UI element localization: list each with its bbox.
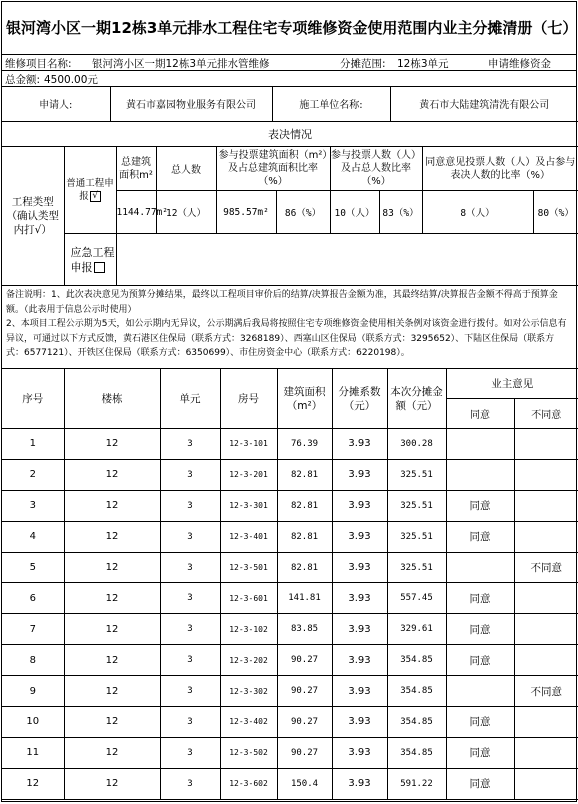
normal-project-label: 普通工程申报 [66,178,114,202]
row-room: 12-3-601 [220,583,277,614]
row-area: 82.81 [277,459,332,490]
row-disagree: 不同意 [514,676,578,707]
row-room: 12-3-202 [220,645,277,676]
row-unit: 3 [160,521,220,552]
row-unit: 3 [160,645,220,676]
normal-project-checkbox[interactable]: √ [90,191,101,202]
table-row [2,645,578,676]
row-area: 76.39 [277,429,332,460]
row-factor: 3.93 [332,645,387,676]
row-area: 150.4 [277,768,332,799]
row-amount: 557.45 [387,583,446,614]
total-area-value: 1144.77m² [116,191,156,234]
row-seq: 9 [2,676,64,707]
row-seq: 11 [2,737,64,768]
scope-value: 12栋3单元 [397,58,449,70]
row-seq: 7 [2,614,64,645]
row-amount: 354.85 [387,676,446,707]
row-unit: 3 [160,583,220,614]
row-room: 12-3-102 [220,614,277,645]
row-building: 12 [64,459,160,490]
row-area: 83.85 [277,614,332,645]
row-room: 12-3-101 [220,429,277,460]
row-room: 12-3-602 [220,768,277,799]
row-factor: 3.93 [332,429,387,460]
row-agree: 同意 [446,707,514,738]
agree-pct: 80（%） [533,191,578,234]
row-room: 12-3-302 [220,676,277,707]
table-row [2,490,578,521]
normal-project-cell [64,147,116,234]
row-amount: 325.51 [387,459,446,490]
row-seq: 1 [2,429,64,460]
row-factor: 3.93 [332,552,387,583]
area-header: 建筑面积（m²） [277,369,332,429]
building-header: 楼栋 [64,369,160,429]
table-row [2,459,578,490]
row-amount: 300.28 [387,429,446,460]
row-seq: 10 [2,707,64,738]
total-people-value: 12（人） [156,191,216,234]
row-agree: 同意 [446,614,514,645]
row-disagree [514,645,578,676]
vote-table [2,121,578,286]
row-amount: 325.51 [387,552,446,583]
row-seq: 4 [2,521,64,552]
row-unit: 3 [160,459,220,490]
page-title: 银河湾小区一期12栋3单元排水工程住宅专项维修资金使用范围内业主分摊清册（七） [2,2,576,55]
row-unit: 3 [160,676,220,707]
document-page [1,1,577,802]
row-building: 12 [64,429,160,460]
row-seq: 12 [2,768,64,799]
vote-area-pct: 86（%） [276,191,330,234]
row-building: 12 [64,583,160,614]
notes-block [2,285,576,369]
row-agree [446,459,514,490]
row-amount: 354.85 [387,645,446,676]
table-row [2,676,578,707]
owner-rows [2,429,578,800]
row-building: 12 [64,552,160,583]
row-area: 82.81 [277,552,332,583]
row-amount: 325.51 [387,521,446,552]
row-seq: 5 [2,552,64,583]
seq-header: 序号 [2,369,64,429]
row-area: 82.81 [277,490,332,521]
row-agree: 同意 [446,521,514,552]
factor-header: 分摊系数（元） [332,369,387,429]
row-disagree [514,768,578,799]
total-value: 4500.00元 [44,74,98,86]
table-row [2,583,578,614]
emergency-project-cell [64,234,116,286]
agree-header: 同意 [446,399,514,429]
project-type-label: 工程类型（确认类型内打√） [2,147,64,286]
row-agree [446,552,514,583]
note-line-2: 2、本项目工程公示期为5天，如公示期内无异议，公示期满后我局将按照住宅专项维修资金使用相关条例对该资金进行拨付。如对公示信息有异议，可通过以下方式反馈，黄石港区住保局（联系方式：3268189）、西塞山区住保局（联系方式：3295652）、下陆区住保局（联系方式：6577121）、开铁区住保局（联系方式：6350699）、市住房资金中心（联系方式：6220198）。 [6,319,567,358]
vote-section-title: 表决情况 [2,122,578,147]
emergency-blank [116,234,578,286]
row-amount: 591.22 [387,768,446,799]
row-factor: 3.93 [332,676,387,707]
row-building: 12 [64,521,160,552]
table-row [2,707,578,738]
row-area: 90.27 [277,707,332,738]
row-unit: 3 [160,552,220,583]
table-row [2,768,578,799]
vote-people-value: 10（人） [330,191,379,234]
row-area: 90.27 [277,645,332,676]
emergency-project-checkbox[interactable] [94,262,105,273]
owner-allocation-table [2,368,578,800]
row-building: 12 [64,737,160,768]
row-unit: 3 [160,490,220,521]
contractor-value: 黄石市大陆建筑清洗有限公司 [390,87,578,121]
row-amount: 354.85 [387,707,446,738]
row-amount: 329.61 [387,614,446,645]
row-area: 90.27 [277,737,332,768]
row-factor: 3.93 [332,490,387,521]
table-row [2,429,578,460]
row-agree: 同意 [446,490,514,521]
row-disagree [514,490,578,521]
project-name-label: 维修项目名称: [5,58,72,70]
scope-label: 分摊范围: [340,58,386,70]
row-building: 12 [64,490,160,521]
row-disagree: 不同意 [514,552,578,583]
table-row [2,614,578,645]
row-area: 82.81 [277,521,332,552]
fund-label: 申请维修资金 [488,58,551,70]
row-factor: 3.93 [332,614,387,645]
vote-area-value: 985.57m² [216,191,276,234]
row-disagree [514,737,578,768]
row-seq: 2 [2,459,64,490]
applicant-label: 申请人: [2,87,110,121]
applicant-table [2,87,578,122]
row-factor: 3.93 [332,707,387,738]
row-disagree [514,614,578,645]
row-unit: 3 [160,707,220,738]
row-disagree [514,459,578,490]
total-area-header: 总建筑面积m² [116,147,156,191]
row-disagree [514,521,578,552]
vote-people-header: 参与投票人数（人）及占总人数比率（%） [330,147,422,191]
row-seq: 3 [2,490,64,521]
row-agree: 同意 [446,583,514,614]
table-row [2,521,578,552]
total-people-header: 总人数 [156,147,216,191]
row-agree: 同意 [446,768,514,799]
row-seq: 8 [2,645,64,676]
opinion-header: 业主意见 [446,369,578,399]
contractor-label: 施工单位名称: [272,87,390,121]
table-row [2,552,578,583]
row-building: 12 [64,614,160,645]
row-disagree [514,429,578,460]
total-label: 总金额: [5,74,41,86]
row-factor: 3.93 [332,583,387,614]
row-room: 12-3-201 [220,459,277,490]
project-info-row [2,55,576,71]
row-agree: 同意 [446,645,514,676]
agree-people-value: 8（人） [422,191,533,234]
row-unit: 3 [160,614,220,645]
row-disagree [514,707,578,738]
row-agree [446,429,514,460]
row-building: 12 [64,768,160,799]
agree-people-header: 同意意见投票人数（人）及占参与表决人数的比率（%） [422,147,578,191]
row-area: 141.81 [277,583,332,614]
row-building: 12 [64,645,160,676]
row-amount: 354.85 [387,737,446,768]
row-agree: 同意 [446,737,514,768]
table-row [2,737,578,768]
row-building: 12 [64,707,160,738]
row-factor: 3.93 [332,737,387,768]
project-name-value: 银河湾小区一期12栋3单元排水管维修 [92,58,270,70]
row-factor: 3.93 [332,768,387,799]
room-header: 房号 [220,369,277,429]
row-room: 12-3-401 [220,521,277,552]
row-seq: 6 [2,583,64,614]
row-disagree [514,583,578,614]
amount-header: 本次分摊金额（元） [387,369,446,429]
vote-area-header: 参与投票建筑面积（m²）及占总建筑面积比率（%） [216,147,330,191]
row-unit: 3 [160,768,220,799]
row-unit: 3 [160,429,220,460]
row-agree [446,676,514,707]
row-factor: 3.93 [332,521,387,552]
row-area: 90.27 [277,676,332,707]
row-room: 12-3-502 [220,737,277,768]
row-amount: 325.51 [387,490,446,521]
applicant-value: 黄石市嘉园物业服务有限公司 [110,87,272,121]
row-room: 12-3-402 [220,707,277,738]
disagree-header: 不同意 [514,399,578,429]
total-amount-row [2,71,576,87]
row-unit: 3 [160,737,220,768]
row-building: 12 [64,676,160,707]
row-room: 12-3-501 [220,552,277,583]
vote-people-pct: 83（%） [379,191,422,234]
emergency-project-label: 应急工程申报 [70,245,115,274]
note-line-1: 备注说明：1、此次表决意见为预算分摊结果，最终以工程项目审价后的结算/决算报告金额为准，其最终结算/决算报告金额不得高于预算金额。（此表用于信息公示时使用） [6,290,558,315]
unit-header: 单元 [160,369,220,429]
row-factor: 3.93 [332,459,387,490]
row-room: 12-3-301 [220,490,277,521]
